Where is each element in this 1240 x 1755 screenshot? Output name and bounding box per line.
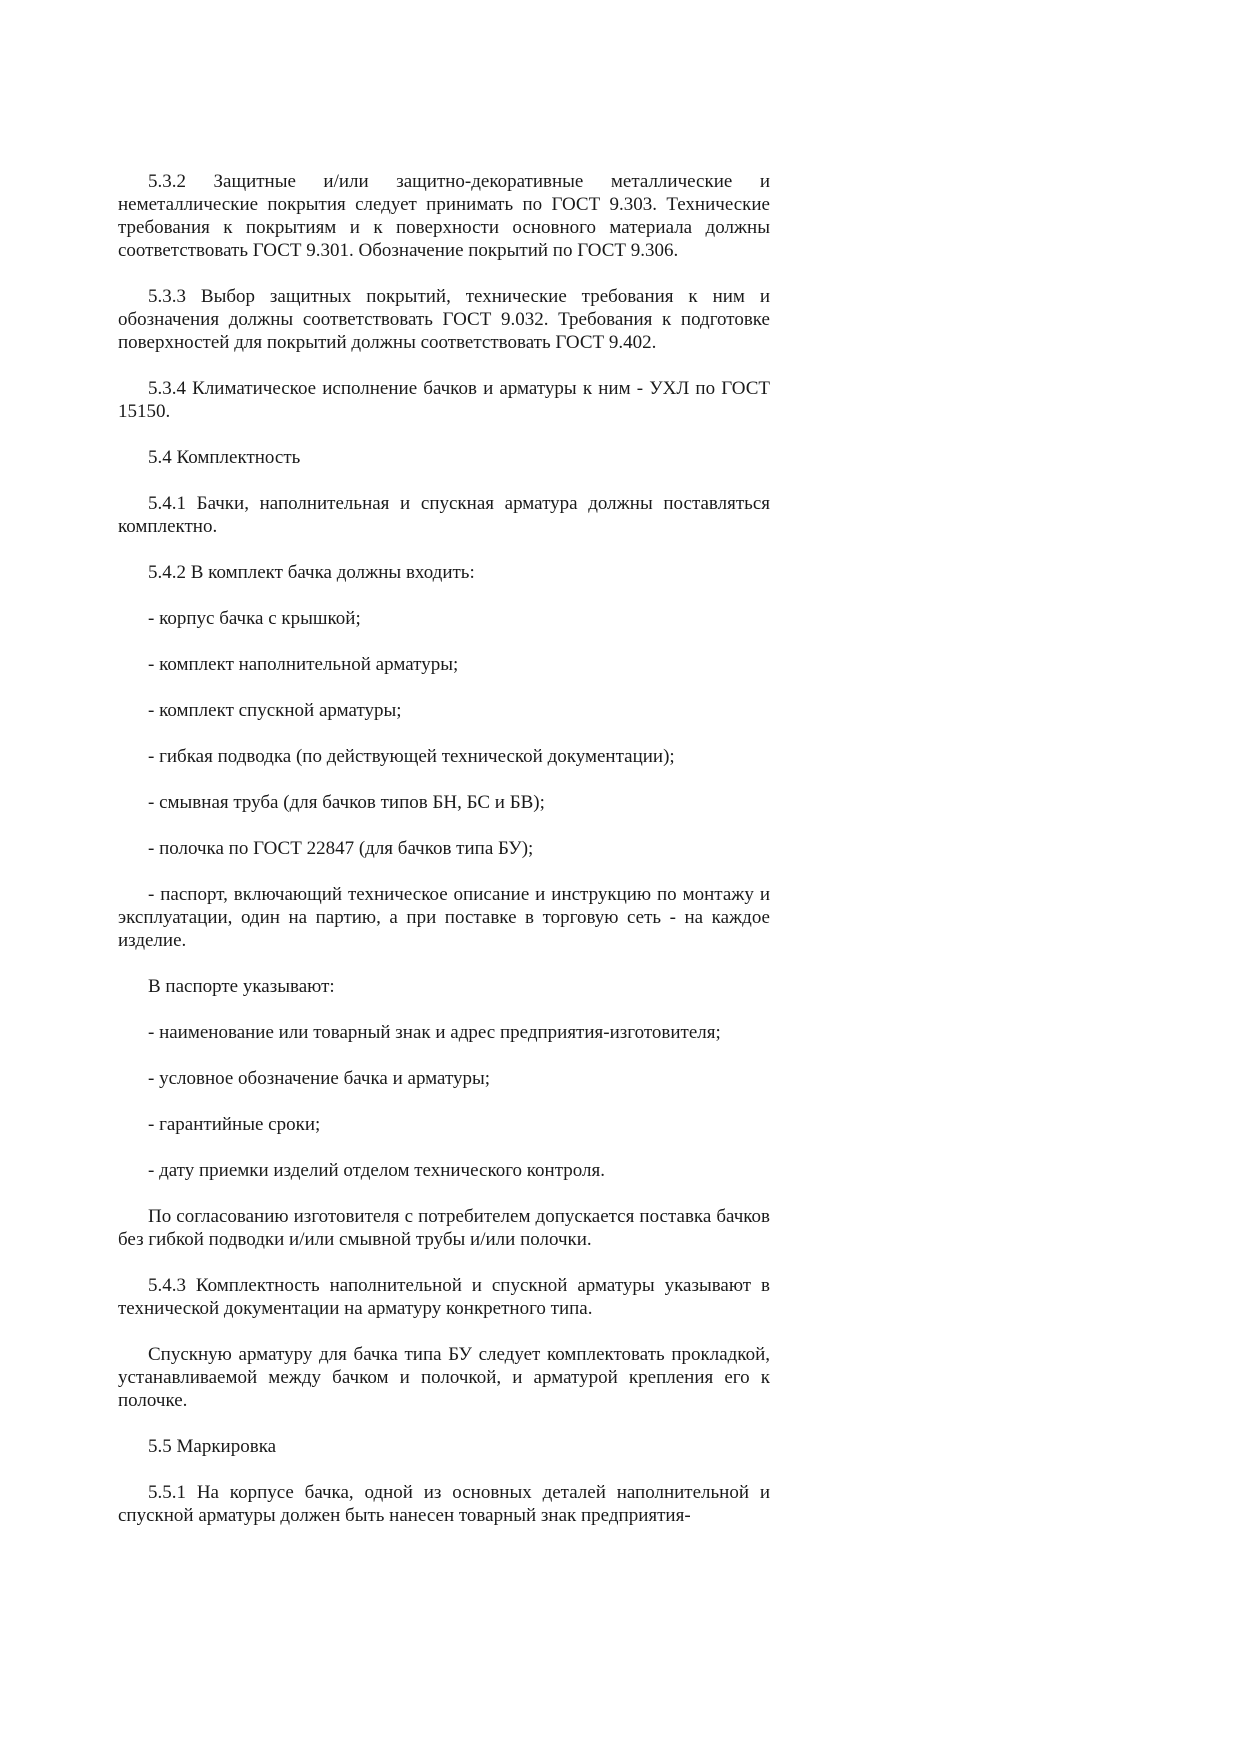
list-item: - комплект наполнительной арматуры; xyxy=(148,654,459,675)
list-item: - дату приемки изделий отделом технического контроля. xyxy=(148,1160,605,1181)
list-item: - смывная труба (для бачков типов БН, БС и БВ); xyxy=(148,792,545,813)
list-item: - гибкая подводка (по действующей технической документации); xyxy=(148,746,675,767)
paragraph-5-3-3: 5.3.3 Выбор защитных покрытий, технические требования к ним и обозначения должны соответствовать ГОСТ 9.032. Требования к подготовке поверхностей для покрытий должны соответствовать ГОСТ 9.402. xyxy=(118,286,770,353)
paragraph-bu-fittings: Спускную арматуру для бачка типа БУ следует комплектовать прокладкой, устанавливаемой между бачком и полочкой, и арматурой крепления его к полочке. xyxy=(118,1344,770,1411)
list-item: - гарантийные сроки; xyxy=(148,1114,321,1135)
paragraph-5-4-1: 5.4.1 Бачки, наполнительная и спускная арматура должны поставляться комплектно. xyxy=(118,493,770,537)
list-item: - комплект спускной арматуры; xyxy=(148,700,402,721)
paragraph-5-4-3: 5.4.3 Комплектность наполнительной и спускной арматуры указывают в технической документации на арматуру конкретного типа. xyxy=(118,1275,770,1319)
paragraph-5-4-2: 5.4.2 В комплект бачка должны входить: xyxy=(148,562,475,583)
paragraph-passport-intro: В паспорте указывают: xyxy=(148,976,335,997)
list-item: - наименование или товарный знак и адрес предприятия-изготовителя; xyxy=(148,1022,721,1043)
paragraph-5-3-4: 5.3.4 Климатическое исполнение бачков и арматуры к ним - УХЛ по ГОСТ 15150. xyxy=(118,378,770,422)
paragraph-5-5-1: 5.5.1 На корпусе бачка, одной из основных деталей наполнительной и спускной арматуры должен быть нанесен товарный знак предприятия- xyxy=(118,1482,770,1526)
list-item: - корпус бачка с крышкой; xyxy=(148,608,361,629)
section-heading-5-4: 5.4 Комплектность xyxy=(148,447,301,468)
section-heading-5-5: 5.5 Маркировка xyxy=(148,1436,277,1457)
list-item: - условное обозначение бачка и арматуры; xyxy=(148,1068,491,1089)
list-item: - полочка по ГОСТ 22847 (для бачков типа БУ); xyxy=(148,838,534,859)
list-item: - паспорт, включающий техническое описание и инструкцию по монтажу и эксплуатации, один на партию, а при поставке в торговую сеть - на каждое изделие. xyxy=(118,884,770,951)
paragraph-agreement: По согласованию изготовителя с потребителем допускается поставка бачков без гибкой подводки и/или смывной трубы и/или полочки. xyxy=(118,1206,770,1250)
document-page xyxy=(118,170,770,1550)
paragraph-5-3-2: 5.3.2 Защитные и/или защитно-декоративные металлические и неметаллические покрытия следует принимать по ГОСТ 9.303. Технические требования к покрытиям и к поверхности основного материала должны соответствовать ГОСТ 9.301. Обозначение покрытий по ГОСТ 9.306. xyxy=(118,171,770,261)
